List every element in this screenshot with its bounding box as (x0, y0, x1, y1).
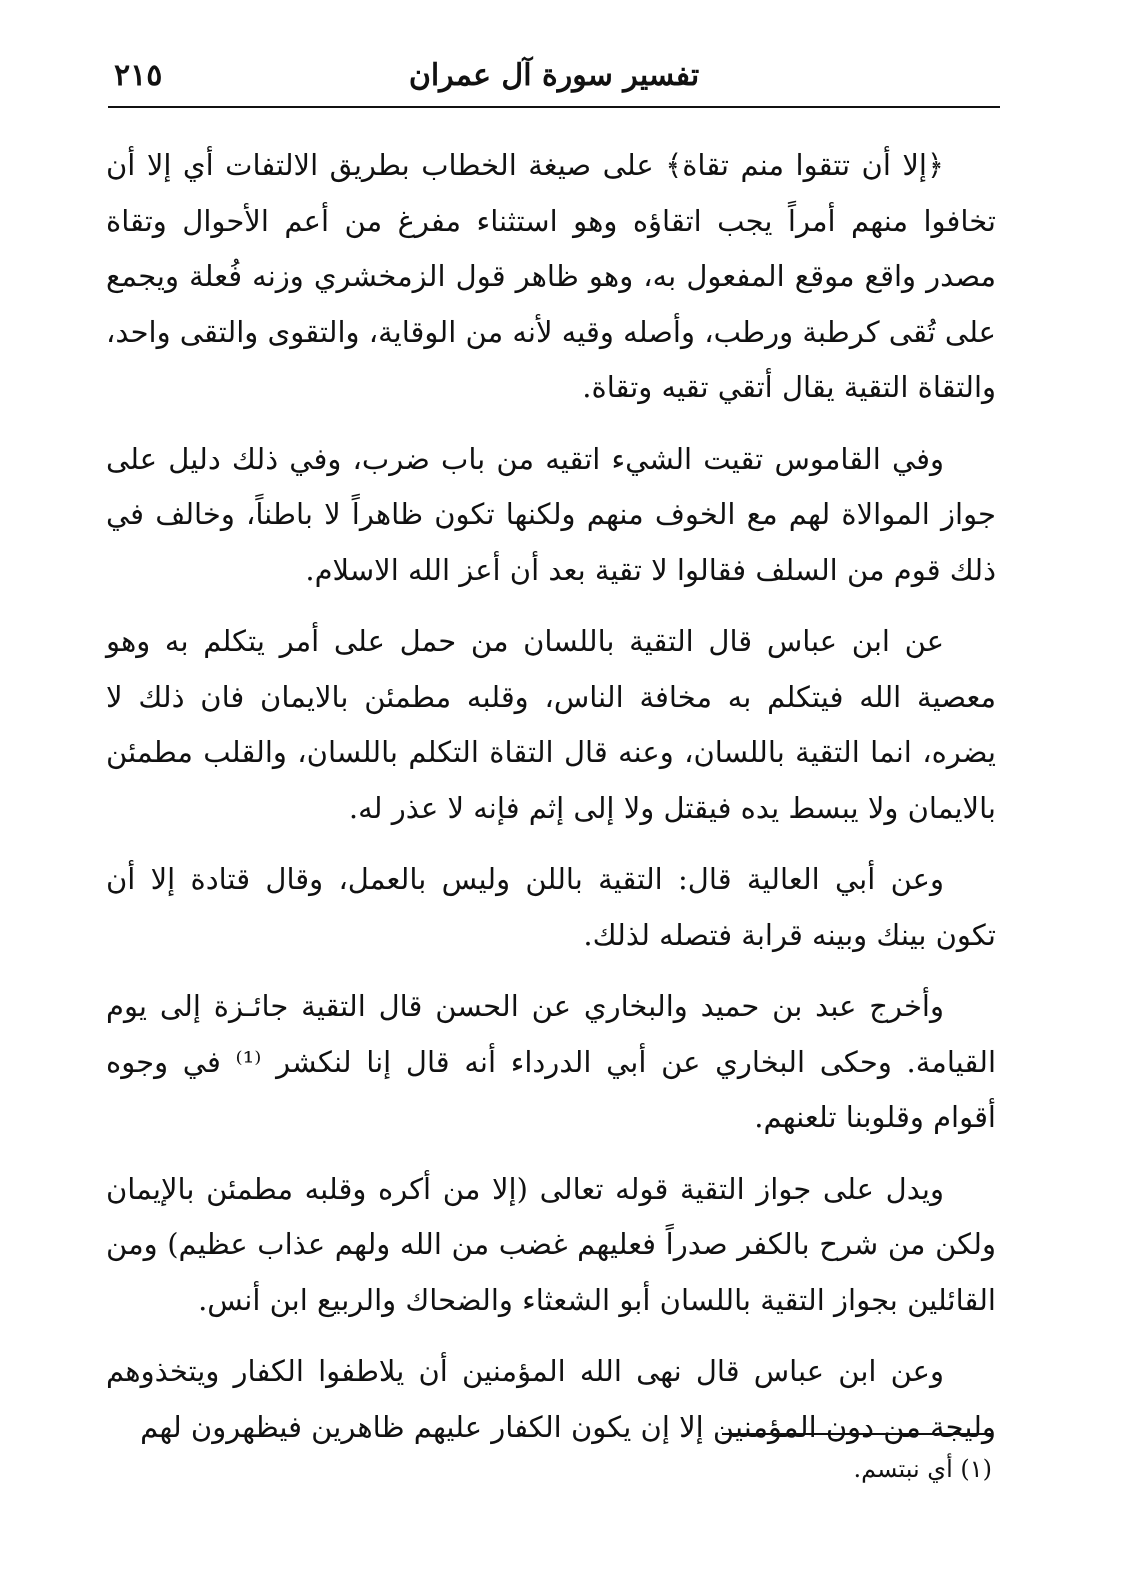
paragraph: وعن ابن عباس قال نهى الله المؤمنين أن يلاطفوا الكفار ويتخذوهم وليجة من دون المؤمنين إلا إن يكون الكفار عليهم ظاهرين فيظهرون لهم (106, 1354, 996, 1444)
footnote-rule (722, 1433, 992, 1435)
paragraph: عن ابن عباس قال التقية باللسان من حمل على أمر يتكلم به وهو معصية الله فيتكلم به مخافة الناس، وقلبه مطمئن بالايمان فان ذلك لا يضره، انما التقية باللسان، وعنه قال التقاة التكلم باللسان، والقلب مطمئن بالايمان ولا يبسط يده فيقتل ولا إلى إثم فإنه لا عذر له. (106, 624, 996, 825)
paragraph: وعن أبي العالية قال: التقية باللن وليس بالعمل، وقال قتادة إلا أن تكون بينك وبينه قرابة فتصله لذلك. (106, 862, 996, 952)
paragraph: ﴿إلا أن تتقوا منم تقاة﴾ على صيغة الخطاب بطريق الالتفات أي إلا أن تخافوا منهم أمراً يجب اتقاؤه وهو استثناء مفرغ من أعم الأحوال وتقاة مصدر واقع موقع المفعول به، وهو ظاهر قول الزمخشري وزنه فُعلة ويجمع على تُقى كرطبة ورطب، وأصله وقيه لأنه من الوقاية، والتقوى والتقى واحد، والتقاة التقية يقال أتقي تقيه وتقاة. (106, 148, 996, 404)
running-title: تفسير سورة آل عمران (408, 58, 700, 93)
paragraph: ويدل على جواز التقية قوله تعالى (إلا من أكره وقلبه مطمئن بالإيمان ولكن من شرح بالكفر صدراً فعليهم غضب من الله ولهم عذاب عظيم) ومن القائلين بجواز التقية باللسان أبو الشعثاء والضحاك والربيع ابن أنس. (106, 1171, 996, 1317)
paragraph: وفي القاموس تقيت الشيء اتقيه من باب ضرب، وفي ذلك دليل على جواز الموالاة لهم مع الخوف منهم ولكنها تكون ظاهراً لا باطناً، وخالف في ذلك قوم من السلف فقالوا لا تقية بعد أن أعز الله الاسلام. (106, 441, 996, 587)
main-text (106, 138, 996, 1471)
footnote: (١) أي نبتسم. (853, 1455, 992, 1483)
header-rule (108, 106, 1000, 108)
paragraph: وأخرج عبد بن حميد والبخاري عن الحسن قال التقية جائـزة إلى يوم القيامة. وحكى البخاري عن أبي الدرداء أنه قال إنا لنكشر ⁽¹⁾ في وجوه أقوام وقلوبنا تلعنهم. (106, 989, 996, 1134)
page-number: ٢١٥ (114, 58, 163, 93)
page-header (108, 52, 1000, 108)
